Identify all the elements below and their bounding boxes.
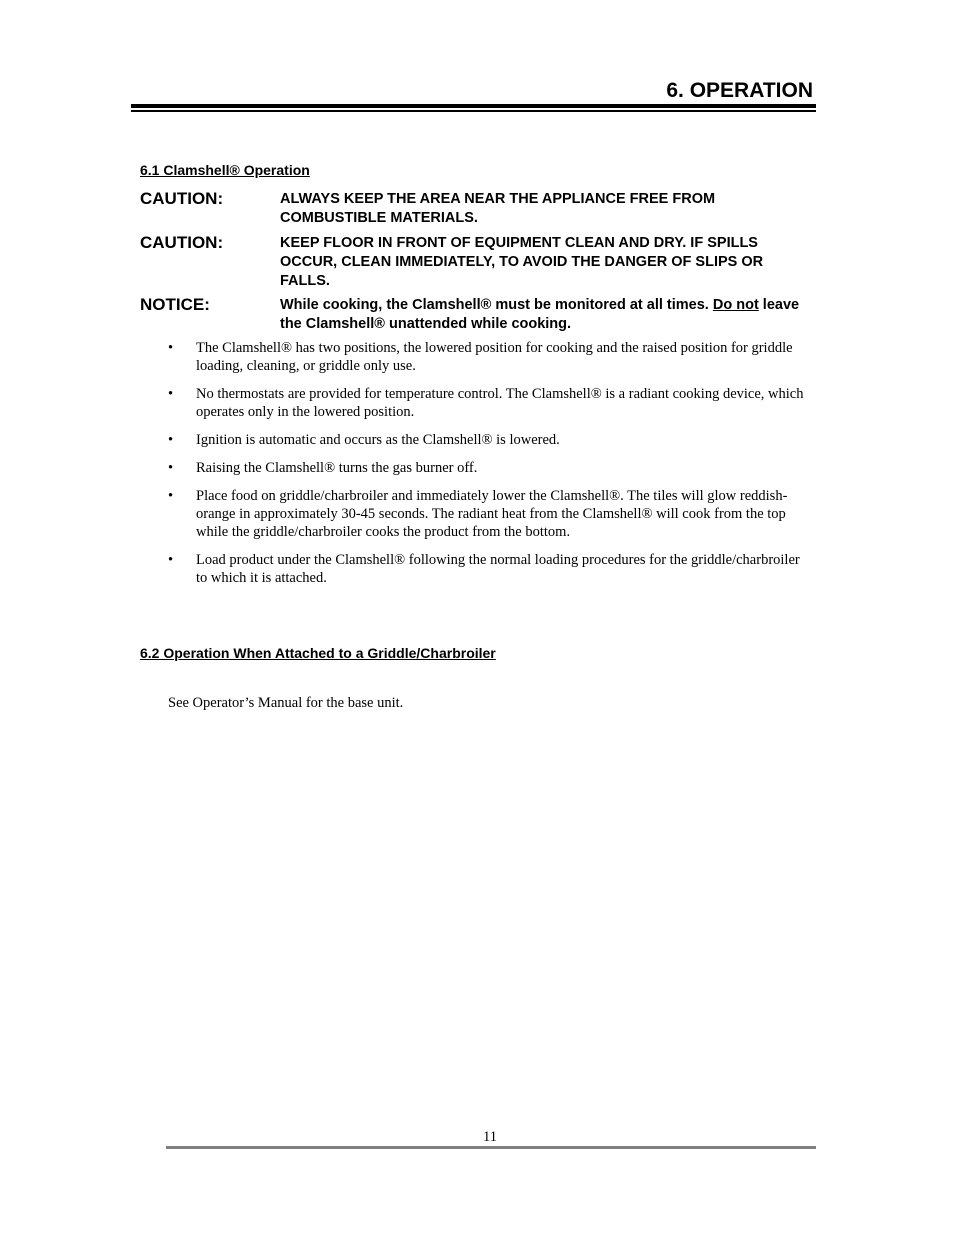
- notice-text-emphasis: Do not: [712, 297, 759, 313]
- list-item: [168, 459, 813, 477]
- caution-label: CAUTION:: [140, 189, 224, 208]
- section-heading-6-1: 6.1 Clamshell® Operation: [140, 162, 310, 178]
- footer-rule: [166, 1146, 816, 1149]
- bullet-icon: •: [168, 488, 174, 504]
- list-item: [168, 385, 813, 421]
- bullet-icon: •: [168, 552, 174, 568]
- list-item-text: The Clamshell® has two positions, the lowered position for cooking and the raised position for griddle loading, cleaning, or griddle only use.: [196, 340, 793, 374]
- bullet-icon: •: [168, 460, 174, 476]
- section-body-text: See Operator’s Manual for the base unit.: [168, 695, 404, 711]
- list-item-text: Ignition is automatic and occurs as the Clamshell® is lowered.: [196, 432, 560, 448]
- list-item-text: Raising the Clamshell® turns the gas burner off.: [196, 460, 478, 476]
- bullet-icon: •: [168, 386, 174, 402]
- caution-text: ALWAYS KEEP THE AREA NEAR THE APPLIANCE FREE FROM COMBUSTIBLE MATERIALS.: [280, 191, 716, 226]
- list-item: [168, 339, 813, 375]
- bullet-icon: •: [168, 340, 174, 356]
- list-item-text: No thermostats are provided for temperature control. The Clamshell® is a radiant cooking device, which operates only in the lowered position.: [196, 386, 804, 420]
- header-rule-thin: [131, 110, 816, 112]
- list-item-text: Load product under the Clamshell® following the normal loading procedures for the griddle/charbroiler to which it is attached.: [196, 552, 800, 586]
- section-heading-6-2: 6.2 Operation When Attached to a Griddle/Charbroiler: [140, 645, 496, 661]
- notice-text-part2: leave the Clamshell® unattended while cooking.: [280, 297, 800, 332]
- chapter-title: 6. OPERATION: [666, 79, 813, 102]
- list-item: [168, 487, 813, 541]
- notice-text-part1: While cooking, the Clamshell® must be monitored at all times.: [280, 297, 713, 313]
- notice-text: [280, 296, 816, 334]
- notice-label: NOTICE:: [140, 295, 210, 314]
- bullet-icon: •: [168, 432, 174, 448]
- caution-text: KEEP FLOOR IN FRONT OF EQUIPMENT CLEAN AND DRY. IF SPILLS OCCUR, CLEAN IMMEDIATELY, TO AVOID THE DANGER OF SLIPS OR FALLS.: [280, 235, 764, 289]
- caution-label: CAUTION:: [140, 233, 224, 252]
- list-item-text: Place food on griddle/charbroiler and immediately lower the Clamshell®. The tiles will glow reddish-orange in approximately 30-45 seconds. The radiant heat from the Clamshell® will cook from the top while the griddle/charbroiler cooks the product from the bottom.: [196, 488, 788, 540]
- list-item: [168, 431, 813, 449]
- operation-bullet-list: [168, 339, 813, 597]
- header-rule-thick: [131, 104, 816, 108]
- page-number: 11: [483, 1129, 497, 1145]
- list-item: [168, 551, 813, 587]
